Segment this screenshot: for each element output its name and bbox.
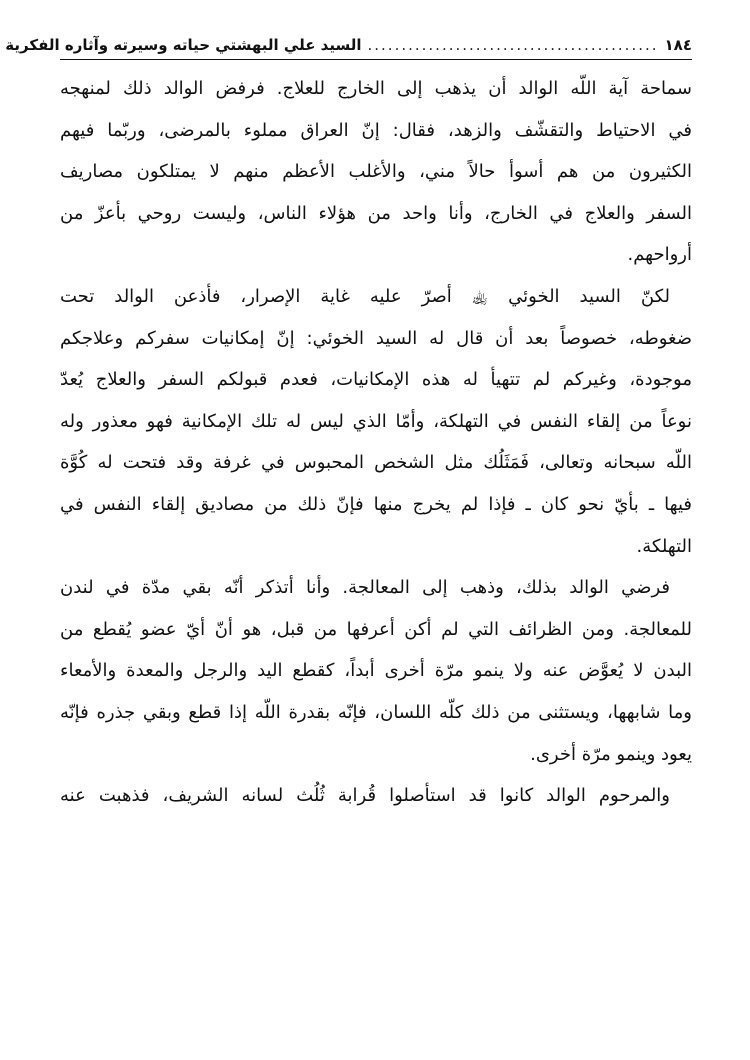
text-line: لكنّ السيد الخوئي ﵀ أصرّ عليه غاية الإصرار، فأذعن الوالد تحت: [60, 285, 670, 307]
paragraph-1: [60, 68, 692, 276]
text-line: السفر والعلاج في الخارج، وأنا واحد من هؤلاء الناس، وليست روحي بأعزّ من: [60, 202, 692, 224]
text-line: ضغوطه، خصوصاً بعد أن قال له السيد الخوئي: إنّ إمكانيات سفركم وعلاجكم: [60, 327, 692, 349]
text-line: اللّه سبحانه وتعالى، فَمَثَلُك مثل الشخص المحبوس في غرفة وقد فتحت له كُوَّة: [60, 452, 692, 474]
text-line: في الاحتياط والتقشّف والزهد، فقال: إنّ العراق مملوء بالمرضى، وربّما فيهم: [60, 119, 692, 141]
text-line: أرواحهم.: [627, 244, 692, 266]
text-line: والمرحوم الوالد كانوا قد استأصلوا قُرابة ثُلُث لسانه الشريف، فذهبت عنه: [60, 785, 670, 807]
text-line: يعود وينمو مرّة أخرى.: [530, 743, 692, 765]
text-line: البدن لا يُعوَّض عنه ولا ينمو مرّة أخرى أبداً، كقطع اليد والرجل والمعدة والأمعاء: [60, 660, 692, 682]
text-line: موجودة، وغيركم لم تتهيأ له هذه الإمكانيات، فعدم قبولكم السفر والعلاج يُعدّ: [60, 369, 692, 391]
text-line: وما شابهها، ويستثنى من ذلك كلّه اللسان، فإنّه بقدرة اللّه إذا قطع وبقي جذره فإنّه: [60, 701, 692, 723]
body-text: [60, 68, 692, 817]
header-leader-dots: ...........................................: [367, 36, 659, 54]
running-header: [5, 32, 692, 58]
text-line: للمعالجة. ومن الظرائف التي لم أكن أعرفها من قبل، هو أنّ أيّ عضو يُقطع من: [60, 618, 692, 640]
text-line: فرضي الوالد بذلك، وذهب إلى المعالجة. وأنا أتذكر أنّه بقي مدّة في لندن: [60, 577, 670, 599]
page-number: ١٨٤: [664, 36, 692, 54]
text-line: سماحة آية اللّه الوالد أن يذهب إلى الخارج للعلاج. فرفض الوالد ذلك لمنهجه: [60, 78, 692, 99]
paragraph-2: [60, 276, 692, 318]
paragraph-4: [60, 775, 692, 817]
text-line: نوعاً من إلقاء النفس في التهلكة، وأمّا الذي ليس له تلك الإمكانية فهو معذور وله: [60, 410, 692, 432]
paragraph-3: [60, 567, 692, 609]
running-title: السيد علي البهشتي حياته وسيرته وآثاره الفكرية: [5, 36, 362, 54]
text-line: التهلكة.: [636, 535, 692, 557]
text-line: الكثيرون من هم أسوأ حالاً مني، والأغلب الأعظم منهم لا يمتلكون مصاريف: [60, 161, 692, 183]
paragraph-3-cont: [60, 609, 692, 775]
header-rule: [60, 59, 692, 60]
paragraph-2-cont: [60, 318, 692, 568]
text-line: فيها ـ بأيّ نحو كان ـ فإذا لم يخرج منها فإنّ ذلك من مصاديق إلقاء النفس في: [60, 493, 692, 515]
